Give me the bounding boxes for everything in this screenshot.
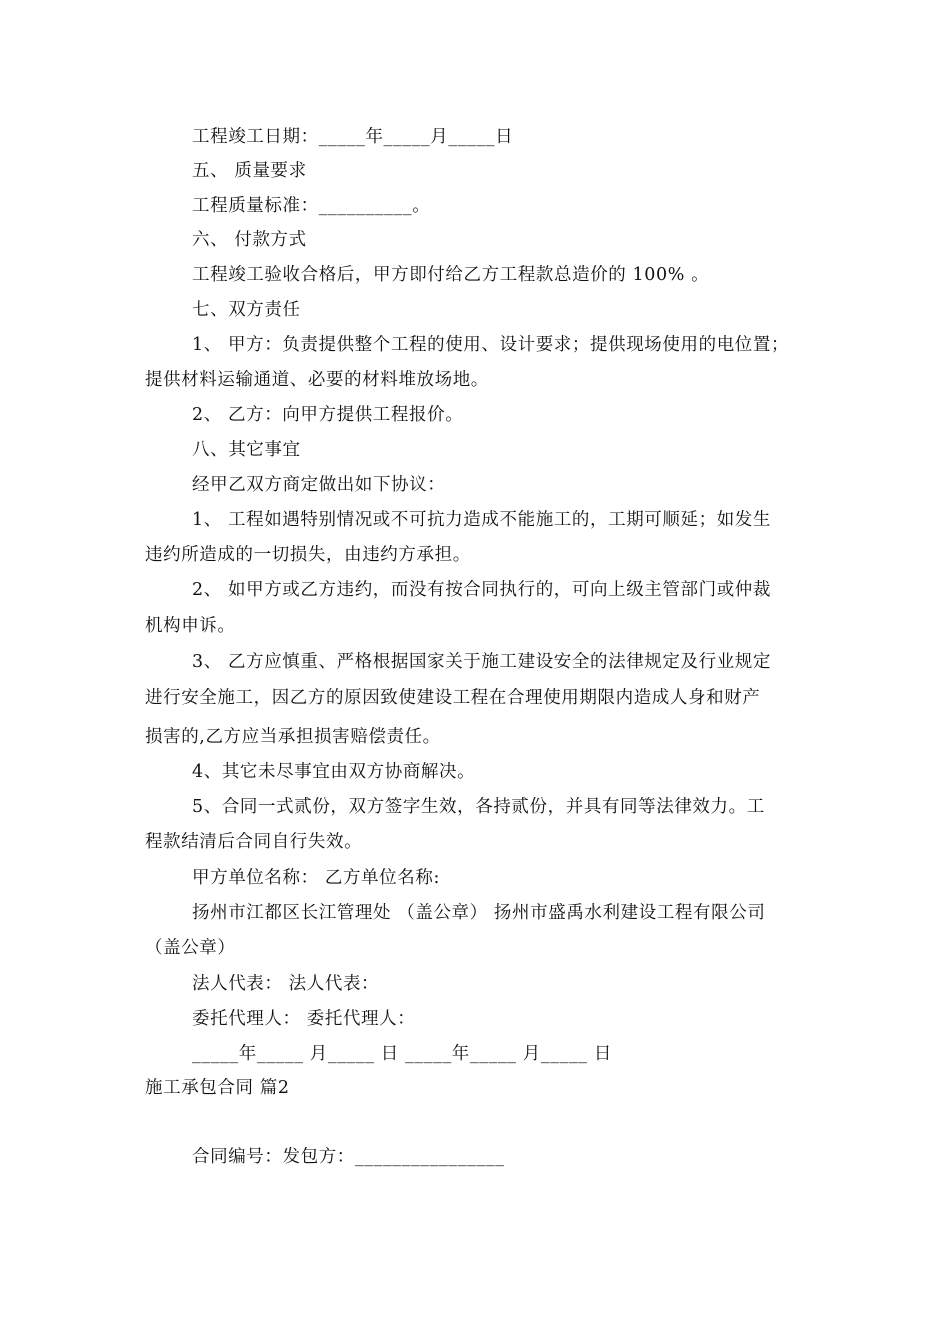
section-heading-payment: 六、 付款方式 bbox=[192, 230, 307, 250]
signature-date-line: _____年_____ 月_____ 日 _____年_____ 月_____ 日 bbox=[192, 1044, 612, 1064]
section-heading-other: 八、其它事宜 bbox=[192, 440, 301, 460]
clause-3-line-2: 进行安全施工，因乙方的原因致使建设工程在合理使用期限内造成人身和财产 bbox=[145, 688, 761, 708]
section-heading-responsibilities: 七、双方责任 bbox=[192, 300, 301, 320]
seal-note-line: （盖公章） bbox=[145, 938, 236, 958]
party-names-label-line: 甲方单位名称： 乙方单位名称: bbox=[192, 868, 440, 888]
party-b-responsibility-line: 2、 乙方：向甲方提供工程报价。 bbox=[192, 405, 464, 425]
clause-3-line-3: 损害的,乙方应当承担损害赔偿责任。 bbox=[145, 727, 441, 747]
clause-5-line-2: 程款结清后合同自行失效。 bbox=[145, 832, 363, 852]
party-a-responsibility-line-2: 提供材料运输通道、必要的材料堆放场地。 bbox=[145, 370, 489, 390]
clause-2-line-1: 2、 如甲方或乙方违约，而没有按合同执行的，可向上级主管部门或仲裁 bbox=[192, 580, 771, 600]
section-heading-quality: 五、 质量要求 bbox=[192, 161, 307, 181]
completion-date-line: 工程竣工日期：_____年_____月_____日 bbox=[192, 127, 514, 147]
clause-4-line: 4、其它未尽事宜由双方协商解决。 bbox=[192, 762, 476, 782]
clause-2-line-2: 机构申诉。 bbox=[145, 616, 236, 636]
legal-representative-line: 法人代表： 法人代表： bbox=[192, 974, 380, 994]
payment-terms-line: 工程竣工验收合格后，甲方即付给乙方工程款总造价的 100% 。 bbox=[192, 265, 710, 285]
party-a-responsibility-line-1: 1、 甲方：负责提供整个工程的使用、设计要求；提供现场使用的电位置； bbox=[192, 335, 790, 355]
clause-1-line-2: 违约所造成的一切损失，由违约方承担。 bbox=[145, 545, 471, 565]
party-organizations-line: 扬州市江都区长江管理处 （盖公章） 扬州市盛禹水利建设工程有限公司 bbox=[192, 903, 766, 923]
contract-number-line: 合同编号：发包方：________________ bbox=[192, 1147, 505, 1167]
clause-3-line-1: 3、 乙方应慎重、严格根据国家关于施工建设安全的法律规定及行业规定 bbox=[192, 652, 771, 672]
authorized-agent-line: 委托代理人： 委托代理人： bbox=[192, 1009, 416, 1029]
quality-standard-line: 工程质量标准：__________。 bbox=[192, 196, 431, 216]
contract-2-title: 施工承包合同 篇2 bbox=[145, 1078, 290, 1098]
clause-1-line-1: 1、 工程如遇特别情况或不可抗力造成不能施工的，工期可顺延；如发生 bbox=[192, 510, 771, 530]
clause-5-line-1: 5、合同一式贰份，双方签字生效，各持贰份，并具有同等法律效力。工 bbox=[192, 797, 765, 817]
agreement-intro-line: 经甲乙双方商定做出如下协议： bbox=[192, 475, 446, 495]
